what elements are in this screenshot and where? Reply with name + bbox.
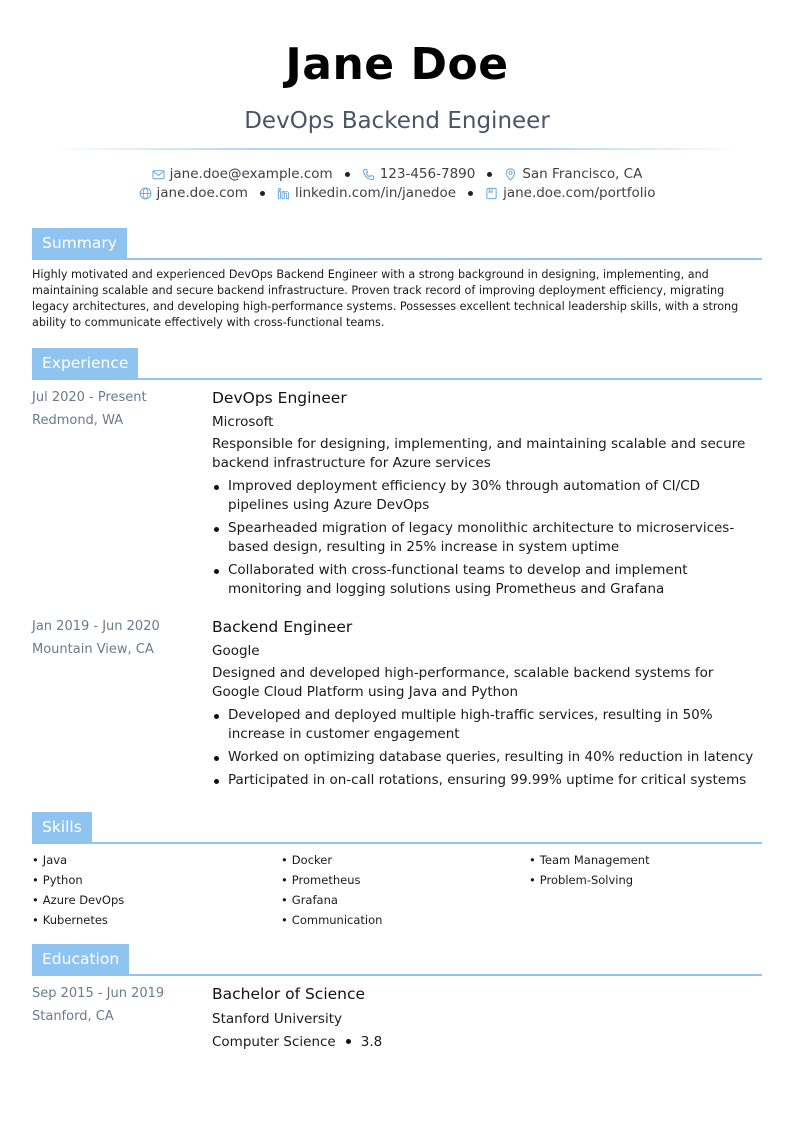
experience-entry [212, 616, 764, 794]
experience-location: Redmond, WA [32, 413, 124, 428]
experience-section-header [32, 348, 762, 380]
contact-location [504, 166, 642, 182]
skill-item: • Docker [281, 850, 382, 870]
achievement-list [212, 706, 764, 790]
skill-item: • Azure DevOps [32, 890, 124, 910]
skill-item: • Team Management [529, 850, 650, 870]
separator-dot [468, 191, 473, 196]
contact-email[interactable] [152, 166, 333, 182]
achievement-item: Worked on optimizing database queries, resulting in 40% reduction in latency [212, 748, 764, 767]
experience-dates: Jan 2019 - Jun 2020 [32, 619, 160, 634]
website-text: jane.doe.com [156, 185, 248, 201]
skills-column [32, 850, 124, 930]
summary-text: Highly motivated and experienced DevOps Backend Engineer with a strong background in designing, implementing, and maintaining scalable and secure backend infrastructure. Proven track record of improving deployment efficiency, migrating legacy architectures, and developing high-performance systems. Possesses excellent technical leadership skills, with a strong ability to communicate effectively with cross-functional teams. [32, 268, 739, 329]
school-name: Stanford University [212, 1011, 342, 1027]
portfolio-text: jane.doe.com/portfolio [503, 185, 656, 201]
map-pin-icon [504, 168, 517, 181]
company-name: Microsoft [212, 414, 274, 430]
skill-item: • Python [32, 870, 124, 890]
candidate-name: Jane Doe [285, 39, 509, 90]
mail-icon [152, 168, 165, 181]
header-divider [50, 148, 744, 150]
education-section-header [32, 944, 762, 976]
separator-dot [487, 172, 492, 177]
achievement-item: Developed and deployed multiple high-traffic services, resulting in 50% increase in customer engagement [212, 706, 764, 744]
linkedin-icon [277, 187, 290, 200]
section-title-experience: Experience [32, 348, 138, 378]
section-rule [32, 378, 762, 380]
contact-row-links [0, 185, 794, 201]
section-title-skills: Skills [32, 812, 92, 842]
education-details [212, 1032, 764, 1052]
achievement-item: Participated in on-call rotations, ensuring 99.99% uptime for critical systems [212, 771, 764, 790]
experience-dates: Jul 2020 - Present [32, 390, 147, 405]
skill-item: • Kubernetes [32, 910, 124, 930]
section-title-education: Education [32, 944, 129, 974]
skill-item: • Prometheus [281, 870, 382, 890]
separator-dot [345, 172, 350, 177]
achievement-item: Spearheaded migration of legacy monolithic architecture to microservices-based design, resulting in 25% increase in system uptime [212, 519, 764, 557]
skill-item: • Grafana [281, 890, 382, 910]
skills-column [281, 850, 382, 930]
achievement-item: Improved deployment efficiency by 30% through automation of CI/CD pipelines using Azure DevOps [212, 477, 764, 515]
separator-dot [260, 191, 265, 196]
education-location: Stanford, CA [32, 1009, 114, 1024]
education-dates: Sep 2015 - Jun 2019 [32, 986, 165, 1001]
separator-dot [346, 1039, 351, 1044]
skill-item: • Java [32, 850, 124, 870]
skills-column [529, 850, 650, 890]
gpa-value: 3.8 [360, 1034, 383, 1050]
company-name: Google [212, 643, 260, 659]
experience-entry [212, 387, 764, 603]
section-rule [32, 974, 762, 976]
email-text: jane.doe@example.com [169, 166, 333, 182]
field-of-study: Computer Science [212, 1034, 336, 1050]
section-title-summary: Summary [32, 228, 127, 258]
contact-row-primary [0, 166, 794, 182]
section-rule [32, 842, 762, 844]
achievement-item: Collaborated with cross-functional teams to develop and implement monitoring and logging solutions using Prometheus and Grafana [212, 561, 764, 599]
skills-section-header [32, 812, 762, 844]
skill-item: • Communication [281, 910, 382, 930]
experience-location: Mountain View, CA [32, 642, 154, 657]
contact-phone[interactable] [362, 166, 476, 182]
job-description: Designed and developed high-performance, scalable backend systems for Google Cloud Platform using Java and Python [212, 665, 714, 700]
location-text: San Francisco, CA [522, 166, 643, 182]
job-description: Responsible for designing, implementing, and maintaining scalable and secure backend infrastructure for Azure services [212, 436, 746, 471]
job-title: Backend Engineer [212, 618, 353, 636]
degree-title: Bachelor of Science [212, 985, 366, 1003]
experience-meta [32, 615, 202, 661]
education-meta [32, 982, 202, 1028]
achievement-list [212, 477, 764, 599]
globe-icon [139, 187, 152, 200]
contact-portfolio[interactable] [485, 185, 655, 201]
phone-text: 123-456-7890 [379, 166, 476, 182]
job-title: DevOps Engineer [212, 389, 347, 407]
section-rule [32, 258, 762, 260]
skill-item: • Problem-Solving [529, 870, 650, 890]
bookmark-icon [485, 187, 498, 200]
summary-section-header [32, 228, 762, 260]
contact-website[interactable] [139, 185, 248, 201]
education-entry [212, 983, 764, 1052]
contact-linkedin[interactable] [277, 185, 456, 201]
linkedin-text: linkedin.com/in/janedoe [294, 185, 457, 201]
candidate-title: DevOps Backend Engineer [244, 108, 550, 134]
phone-icon [362, 168, 375, 181]
experience-meta [32, 386, 202, 432]
